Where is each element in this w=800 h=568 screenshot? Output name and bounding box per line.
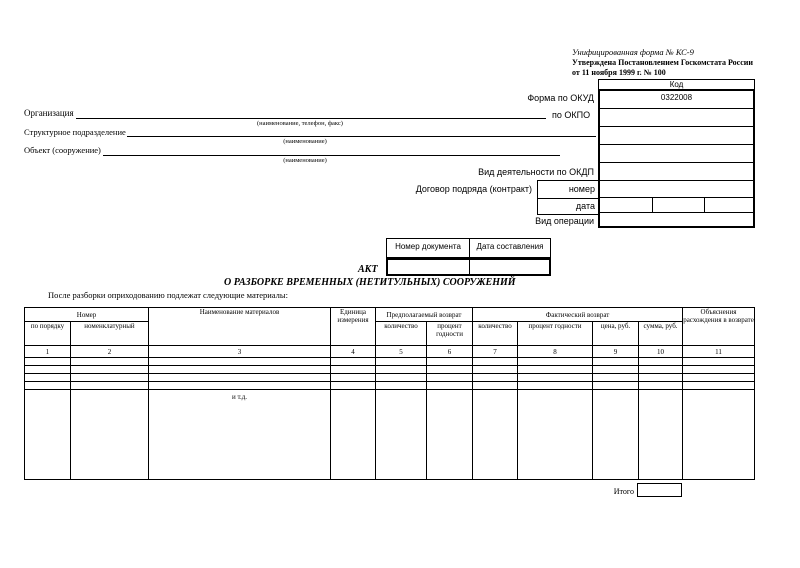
- h-pct: процент годности: [427, 322, 473, 346]
- col-num: 1: [25, 346, 71, 358]
- h-nomen: номенклатурный: [71, 322, 149, 346]
- h-sum: сумма, руб.: [639, 322, 683, 346]
- h-expl: Объяснения расхождения в возврате: [683, 308, 755, 346]
- okpo-label: по ОКПО: [552, 110, 591, 120]
- table-row[interactable]: [25, 374, 755, 382]
- organization-hint: (наименование, телефон, факс): [257, 120, 343, 127]
- object-line[interactable]: [103, 155, 560, 156]
- table-row[interactable]: [25, 382, 755, 390]
- col-num: 11: [683, 346, 755, 358]
- col-num: 7: [473, 346, 518, 358]
- col-num: 3: [149, 346, 331, 358]
- subdivision-line[interactable]: [127, 136, 596, 137]
- col-num: 10: [639, 346, 683, 358]
- object-hint: (наименование): [283, 157, 327, 164]
- col-num: 9: [593, 346, 639, 358]
- col-num: 8: [518, 346, 593, 358]
- h-name: Наименование материалов: [149, 308, 331, 346]
- code-box: [598, 89, 755, 228]
- form-name: Унифицированная форма № КС-9: [572, 47, 694, 57]
- operation-label: Вид операции: [535, 216, 594, 226]
- act-subtitle: О РАЗБОРКЕ ВРЕМЕННЫХ (НЕТИТУЛЬНЫХ) СООРУЖЕНИЙ: [224, 277, 516, 288]
- h-order: по порядку: [25, 322, 71, 346]
- doc-date-header: Дата составления: [476, 242, 544, 251]
- approved-line-2: от 11 ноября 1999 г. № 100: [572, 68, 666, 77]
- table-row[interactable]: [25, 366, 755, 374]
- subdivision-label: Структурное подразделение: [24, 127, 126, 137]
- contract-label: Договор подряда (контракт): [415, 184, 532, 194]
- doc-value-box[interactable]: [386, 258, 551, 276]
- col-num: 6: [427, 346, 473, 358]
- object-label: Объект (сооружение): [24, 145, 101, 155]
- h-unit: Единица измерения: [331, 308, 376, 346]
- number-label: номер: [568, 184, 595, 194]
- subdivision-hint: (наименование): [283, 138, 327, 145]
- intro-text: После разборки оприходованию подлежат следующие материалы:: [48, 290, 288, 300]
- total-cell[interactable]: [637, 483, 682, 497]
- h-qty: количество: [376, 322, 427, 346]
- okud-value: 0322008: [660, 93, 693, 102]
- code-label: Код: [669, 80, 684, 89]
- okud-label: Форма по ОКУД: [527, 93, 594, 103]
- col-num: 2: [71, 346, 149, 358]
- organization-label: Организация: [24, 108, 74, 118]
- doc-number-header: Номер документа: [395, 242, 461, 251]
- materials-table: [24, 307, 755, 480]
- organization-line[interactable]: [76, 118, 546, 119]
- doc-header-box: [386, 238, 551, 258]
- approved-line-1: Утверждена Постановлением Госкомстата России: [572, 58, 753, 67]
- h-number: Номер: [25, 308, 149, 322]
- act-title: АКТ: [358, 264, 378, 275]
- okdp-label: Вид деятельности по ОКДП: [478, 167, 594, 177]
- contract-sub-box: [537, 180, 599, 215]
- col-num: 5: [376, 346, 427, 358]
- table-row[interactable]: [25, 358, 755, 366]
- table-row[interactable]: [25, 390, 755, 480]
- h-actual: Фактический возврат: [473, 308, 683, 322]
- date-label: дата: [575, 201, 595, 211]
- col-num: 4: [331, 346, 376, 358]
- h-price: цена, руб.: [593, 322, 639, 346]
- etc-text: и т.д.: [149, 390, 331, 480]
- h-planned: Предполагаемый возврат: [376, 308, 473, 322]
- h-pct2: процент годности: [518, 322, 593, 346]
- total-label: Итого: [613, 487, 634, 496]
- h-qty2: количество: [473, 322, 518, 346]
